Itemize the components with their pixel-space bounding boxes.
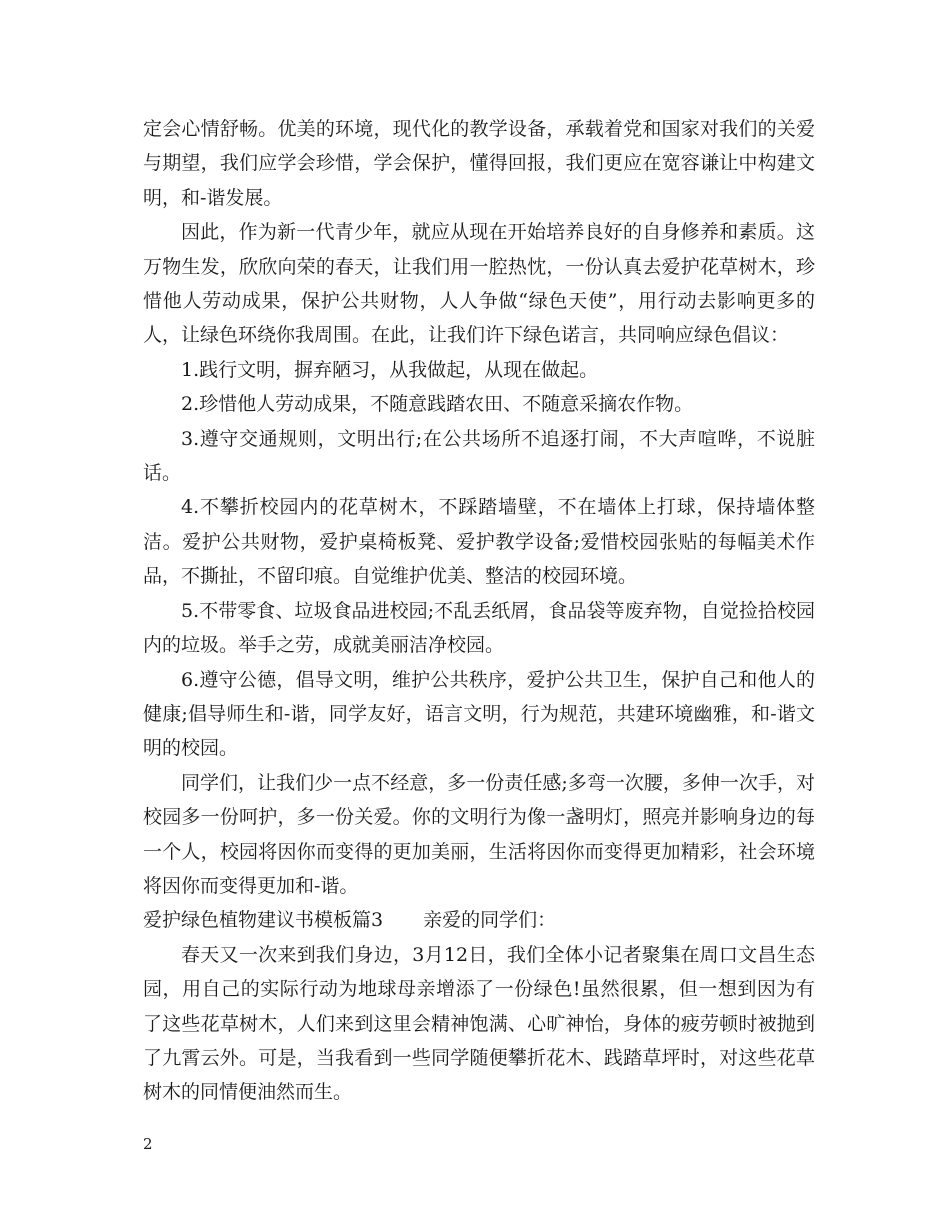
section-title: 爱护绿色植物建议书模板篇3 <box>143 909 384 932</box>
paragraph-spring: 春天又一次来到我们身边，3月12日，我们全体小记者聚集在周口文昌生态园，用自己的实际行动为地球母亲增添了一份绿色!虽然很累，但一想到因为有了这些花草树木，人们来到这里会精神饱满、心旷神怡，身体的疲劳顿时被抛到了九霄云外。可是，当我看到一些同学随便攀折花木、践踏草坪时，对这些花草树木的同情便油然而生。 <box>143 943 815 1104</box>
list-item-4: 4.不攀折校园内的花草树木，不踩踏墙壁，不在墙体上打球，保持墙体整洁。爱护公共财物，爱护桌椅板凳、爱护教学设备;爱惜校园张贴的每幅美术作品，不撕扯，不留印痕。自觉维护优美、整洁的校园环境。 <box>143 496 815 588</box>
paragraph-classmates: 同学们，让我们少一点不经意，多一份责任感;多弯一次腰，多伸一次手，对校园多一份呵护，多一份关爱。你的文明行为像一盏明灯，照亮并影响身边的每一个人，校园将因你而变得的更加美丽，生活将因你而变得更加精彩，社会环境将因你而变得更加和-谐。 <box>143 771 815 897</box>
section-heading <box>143 903 815 937</box>
paragraph-therefore: 因此，作为新一代青少年，就应从现在开始培养良好的自身修养和素质。这万物生发，欣欣向荣的春天，让我们用一腔热忱，一份认真去爱护花草树木，珍惜他人劳动成果，保护公共财物，人人争做“绿色天使”，用行动去影响更多的人，让绿色环绕你我周围。在此，让我们许下绿色诺言，共同响应绿色倡议： <box>143 221 815 347</box>
page-number: 2 <box>143 1135 153 1153</box>
paragraph-continuation: 定会心情舒畅。优美的环境，现代化的教学设备，承载着党和国家对我们的关爱与期望，我们应学会珍惜，学会保护，懂得回报，我们更应在宽容谦让中构建文明，和-谐发展。 <box>143 118 815 209</box>
list-item-3: 3.遵守交通规则，文明出行;在公共场所不追逐打闹，不大声喧哗，不说脏话。 <box>143 427 815 485</box>
section-salutation: 亲爱的同学们： <box>423 909 557 932</box>
document-body <box>143 112 815 1110</box>
list-item-2: 2.珍惜他人劳动成果，不随意践踏农田、不随意采摘农作物。 <box>181 393 694 416</box>
list-item-1: 1.践行文明，摒弃陋习，从我做起，从现在做起。 <box>181 358 599 381</box>
list-item-6: 6.遵守公德，倡导文明，维护公共秩序，爱护公共卫生，保护自己和他人的健康;倡导师生和-谐，同学友好，语言文明，行为规范，共建环境幽雅，和-谐文明的校园。 <box>143 668 815 760</box>
list-item-5: 5.不带零食、垃圾食品进校园;不乱丢纸屑，食品袋等废弃物，自觉捡拾校园内的垃圾。举手之劳，成就美丽洁净校园。 <box>143 599 815 657</box>
